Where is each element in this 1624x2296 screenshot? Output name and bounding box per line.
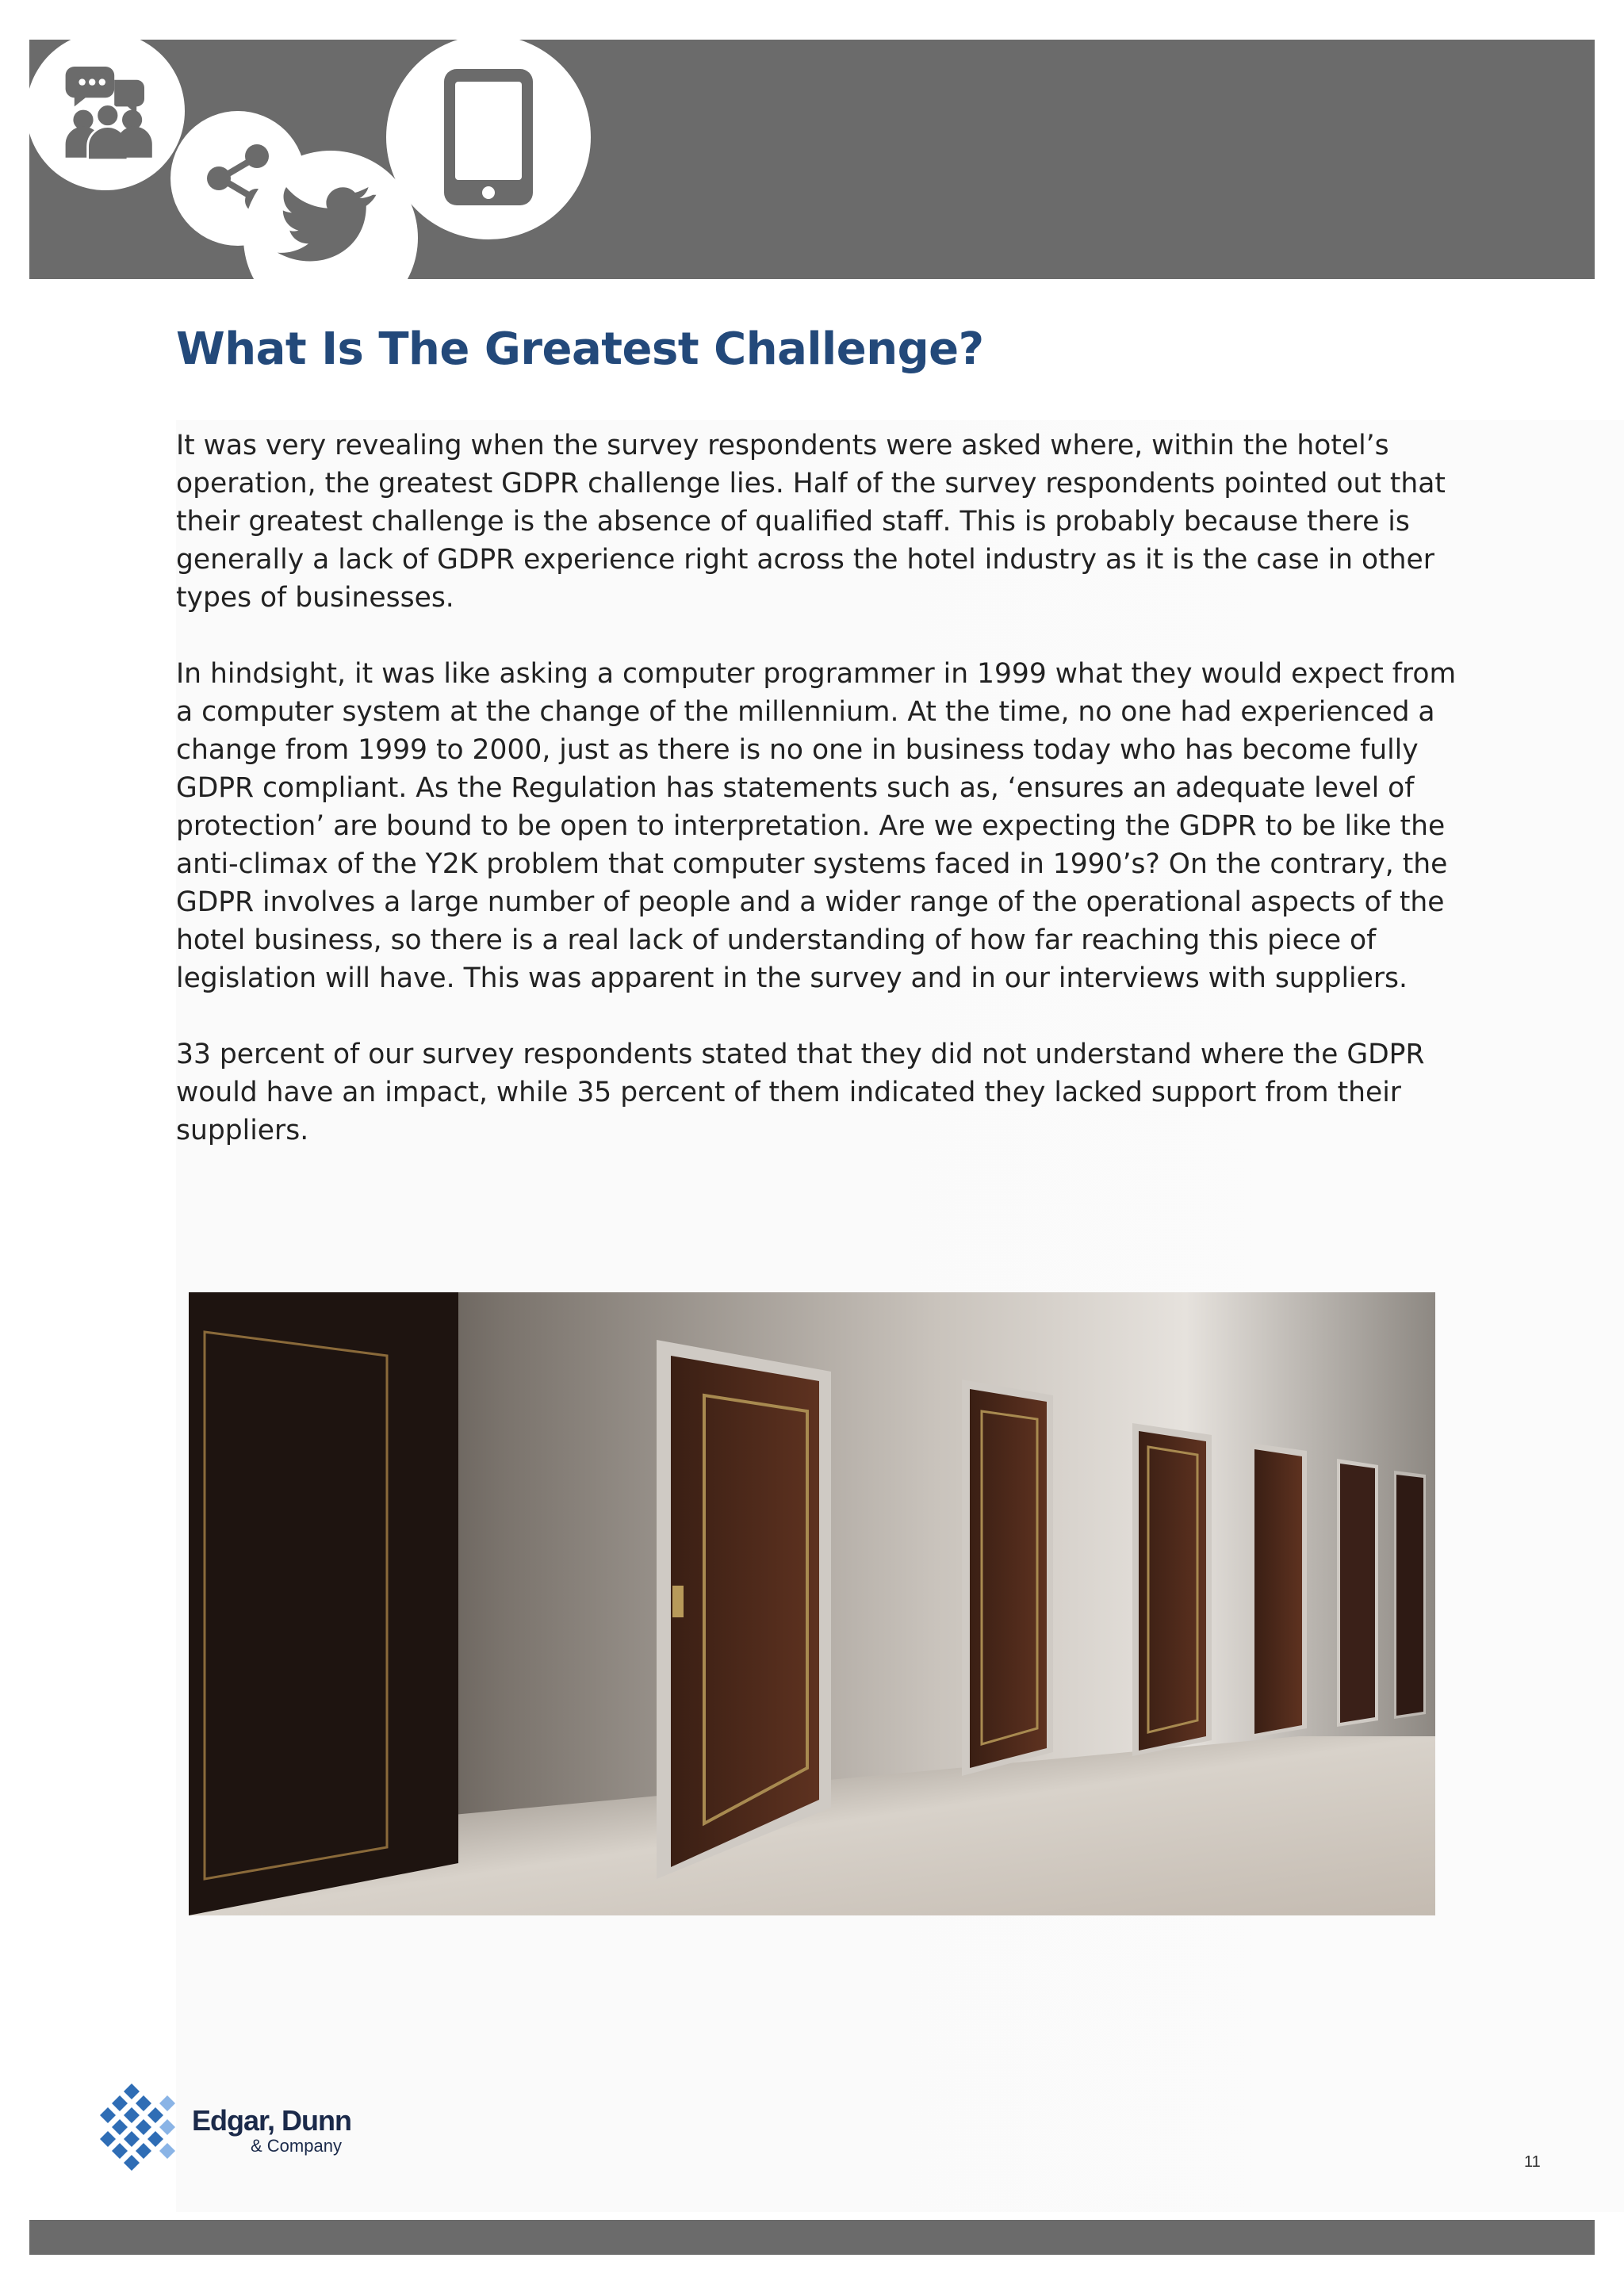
logo-mark-icon xyxy=(100,2084,195,2179)
corridor-doors-photo xyxy=(189,1292,1435,1915)
header-band xyxy=(29,40,1595,279)
page-title: What Is The Greatest Challenge? xyxy=(176,323,984,375)
paragraph: In hindsight, it was like asking a computer programmer in 1999 what they would expect from a computer system at the change of the millennium. At the time, no one had experienced a change from 1999 to 2000, just as there is no one in business today who has become fully GDPR compliant. As the Regulation has statements such as, ‘ensures an adequate level of protection’ are bound to be open to interpretation. Are we expecting the GDPR to be like the anti-climax of the Y2K problem that computer systems faced in 1990’s? On the contrary, the GDPR involves a large number of people and a wider range of the operational aspects of the hotel business, so there is a real lack of understanding of how far reaching this piece of legislation will have. This was apparent in the survey and in our interviews with suppliers. xyxy=(176,658,1457,994)
chat-people-icon xyxy=(29,40,185,190)
paragraph: It was very revealing when the survey respondents were asked where, within the hotel’s operation, the greatest GDPR challenge lies. Half of the survey respondents pointed out that their greatest challenge is the absence of qualified staff. This is probably because there is generally a lack of GDPR experience right across the hotel industry as it is the case in other types of businesses. xyxy=(176,430,1446,614)
logo-subtitle: & Company xyxy=(251,2136,342,2156)
mobile-phone-icon xyxy=(386,40,591,239)
page-number: 11 xyxy=(1524,2153,1541,2171)
logo-name: Edgar, Dunn xyxy=(192,2104,352,2137)
footer-band xyxy=(29,2220,1595,2255)
company-logo xyxy=(100,2084,362,2179)
article-body xyxy=(176,427,1477,1188)
paragraph: 33 percent of our survey respondents stated that they did not understand where the GDPR would have an impact, while 35 percent of them indicated they lacked support from their suppliers. xyxy=(176,1039,1425,1146)
